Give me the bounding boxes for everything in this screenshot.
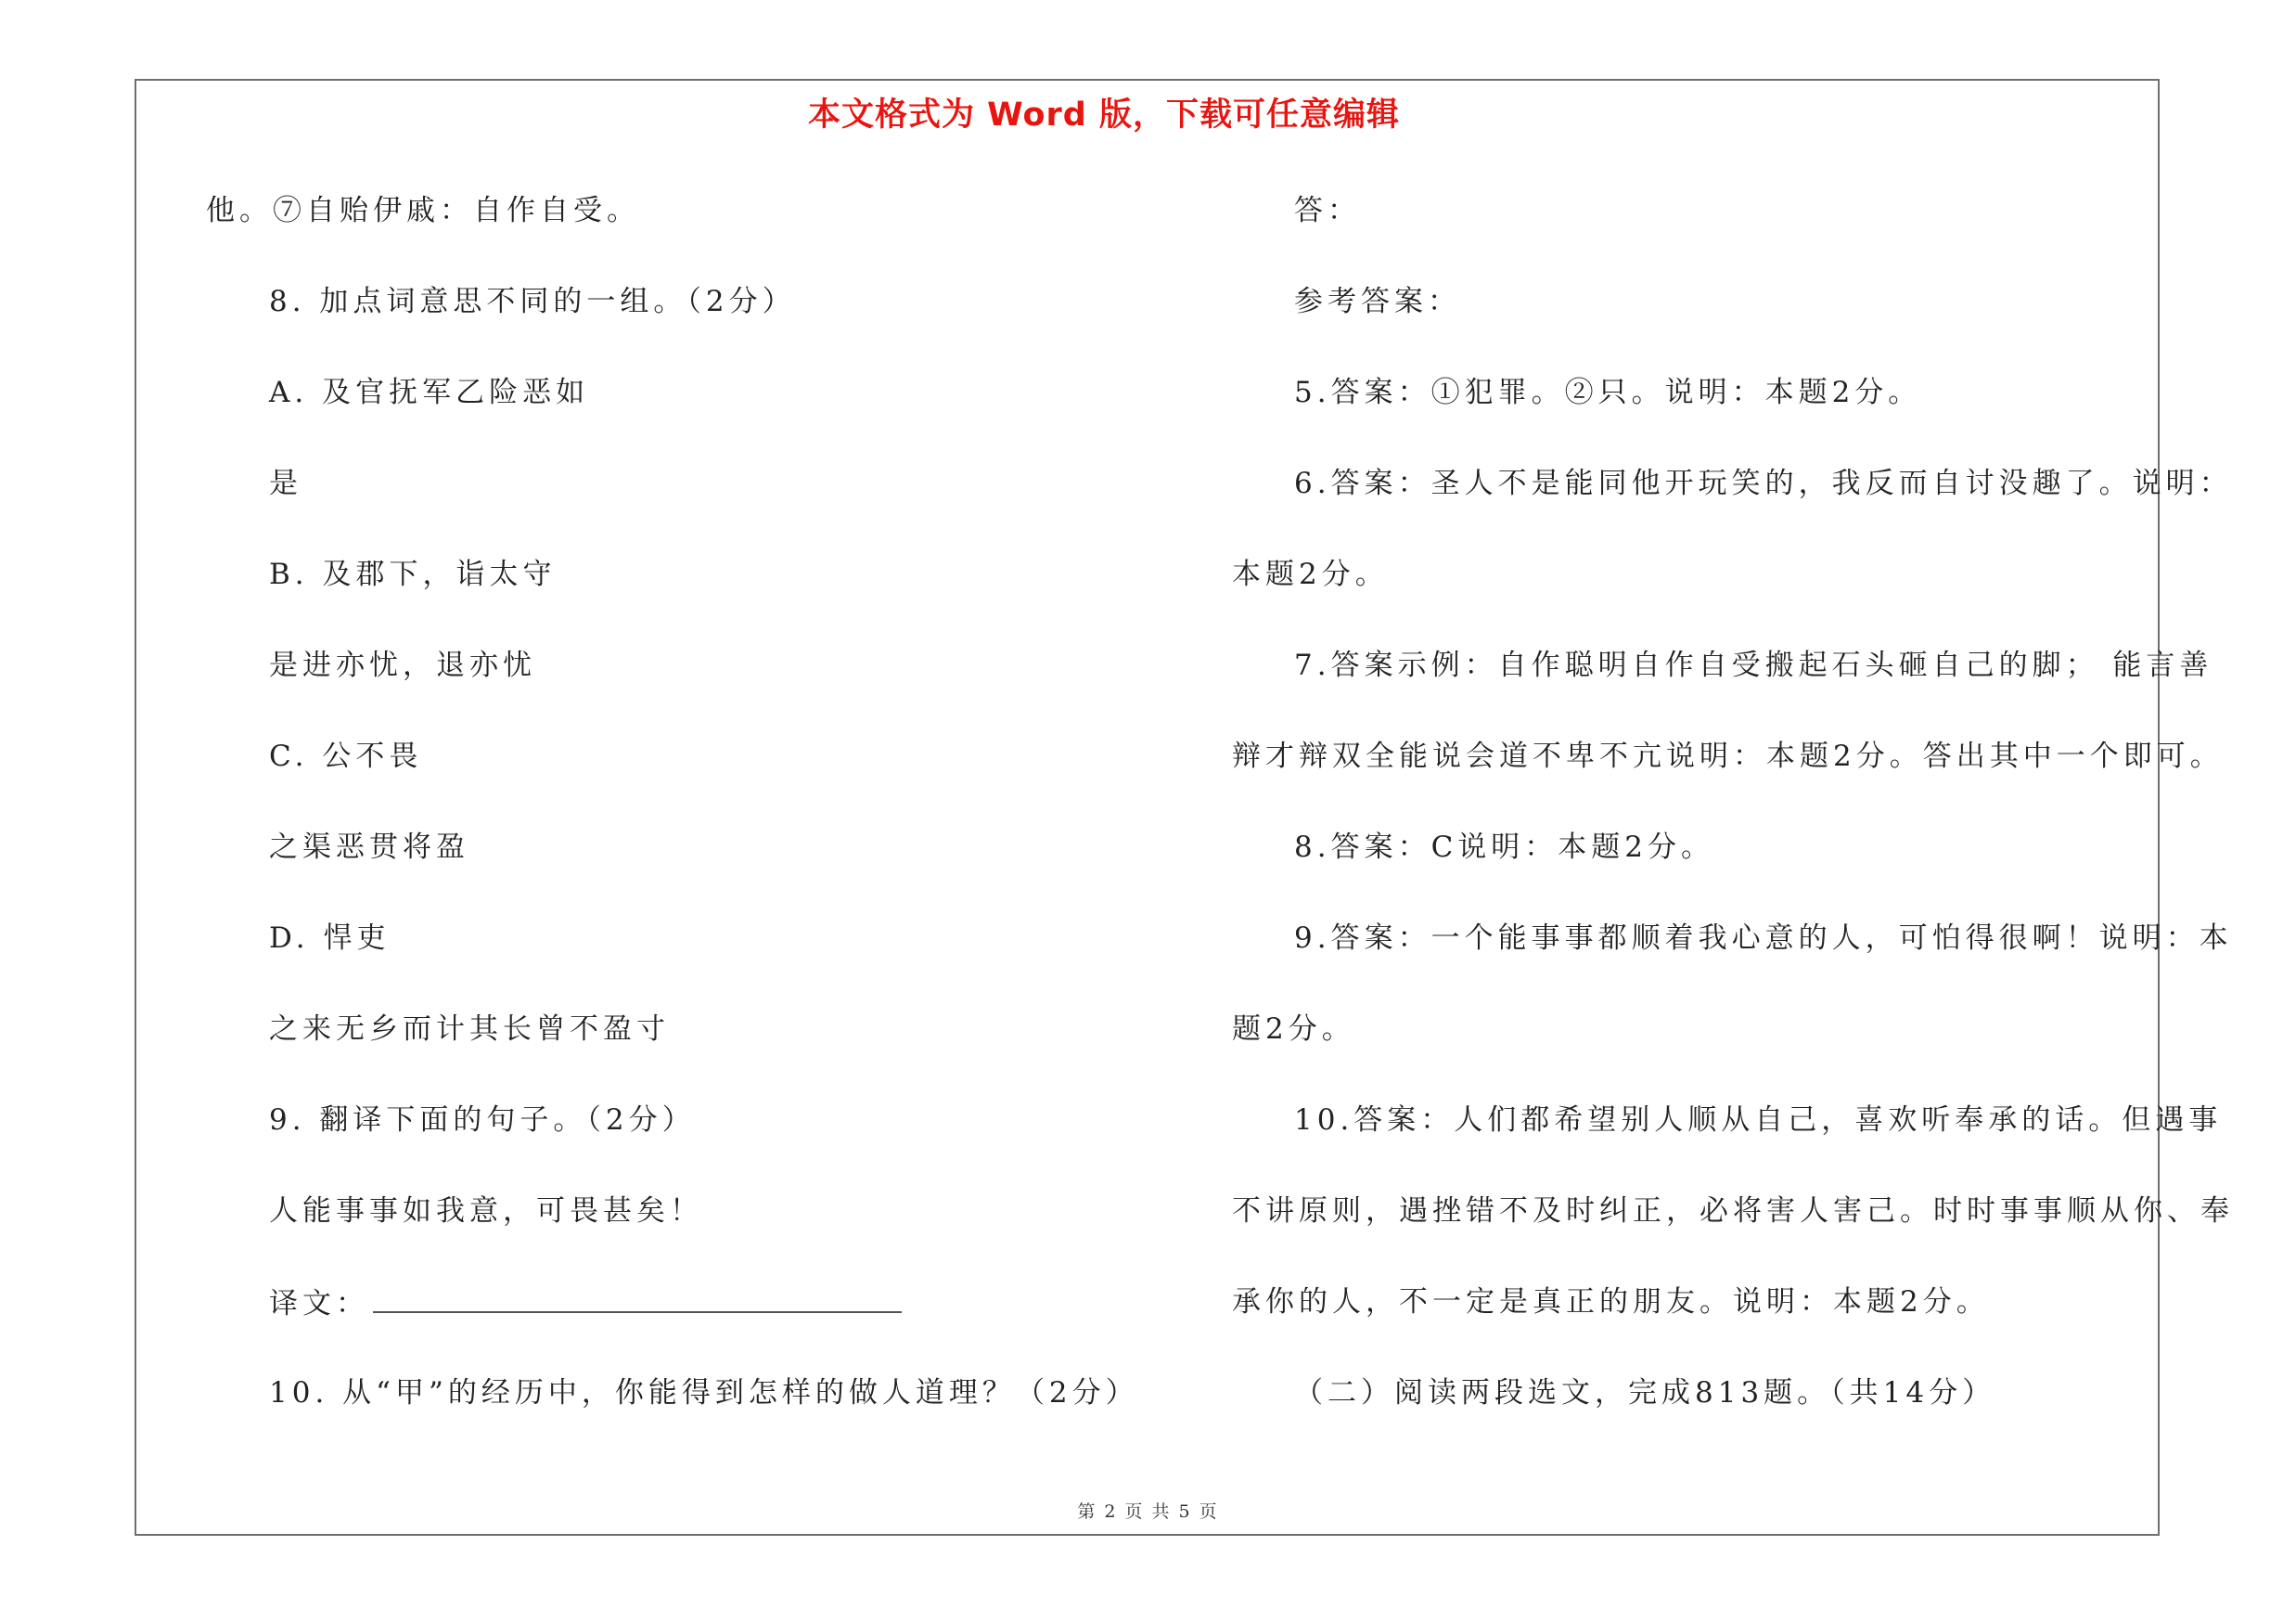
option-c-line-2: 之渠恶贯将盈 [269, 831, 469, 864]
option-b-line-2: 是进亦忧，退亦忧 [269, 649, 536, 682]
page-number: 第 2 页 共 5 页 [1077, 1501, 1219, 1522]
answer-label: 答： [1294, 194, 1361, 227]
answer-8: 8.答案：C说明：本题2分。 [1294, 831, 1715, 864]
left-line-1: 他。⑦自贻伊戚：自作自受。 [206, 194, 640, 227]
answer-6-line-2: 本题2分。 [1232, 558, 1389, 591]
answer-10-line-2: 不讲原则，遇挫错不及时纠正，必将害人害己。时时事事顺从你、奉 [1232, 1194, 2234, 1228]
answer-10-line-1: 10.答案：人们都希望别人顺从自己，喜欢听奉承的话。但遇事 [1294, 1103, 2223, 1137]
question-9-sentence: 人能事事如我意，可畏甚矣！ [269, 1194, 703, 1228]
document-header-notice: 本文格式为 Word 版，下载可任意编辑 [807, 97, 1401, 134]
section-two-heading: （二）阅读两段选文，完成813题。（共14分） [1294, 1376, 1996, 1410]
question-8-prompt: 8. 加点词意思不同的一组。（2分） [269, 285, 796, 318]
option-b-line-1: B. 及郡下，诣太守 [269, 558, 557, 591]
answer-10-line-3: 承你的人，不一定是真正的朋友。说明：本题2分。 [1232, 1285, 1990, 1319]
option-d-line-1: D. 悍吏 [269, 921, 391, 955]
question-9-prompt: 9. 翻译下面的句子。（2分） [269, 1103, 696, 1137]
translation-blank [373, 1283, 902, 1313]
question-10-prompt: 10. 从“甲”的经历中，你能得到怎样的做人道理？（2分） [269, 1376, 1139, 1410]
answer-7-line-2: 辩才辩双全能说会道不卑不亢说明：本题2分。答出其中一个即可。 [1232, 740, 2224, 773]
answer-7-line-1: 7.答案示例：自作聪明自作自受搬起石头砸自己的脚； 能言善 [1294, 649, 2213, 682]
reference-answers-heading: 参考答案： [1294, 285, 1461, 318]
translation-answer-line [269, 1283, 902, 1322]
option-c-line-1: C. 公不畏 [269, 740, 423, 773]
answer-9-line-1: 9.答案：一个能事事都顺着我心意的人，可怕得很啊！说明：本 [1294, 921, 2233, 955]
option-d-line-2: 之来无乡而计其长曾不盈寸 [269, 1012, 670, 1046]
answer-6-line-1: 6.答案：圣人不是能同他开玩笑的，我反而自讨没趣了。说明： [1294, 467, 2233, 500]
translation-label: 译文： [269, 1287, 369, 1320]
option-a-line-2: 是 [269, 467, 302, 500]
answer-9-line-2: 题2分。 [1232, 1012, 1355, 1046]
answer-5: 5.答案：①犯罪。②只。说明：本题2分。 [1294, 376, 1922, 409]
option-a-line-1: A. 及官抚军乙险恶如 [269, 376, 590, 409]
